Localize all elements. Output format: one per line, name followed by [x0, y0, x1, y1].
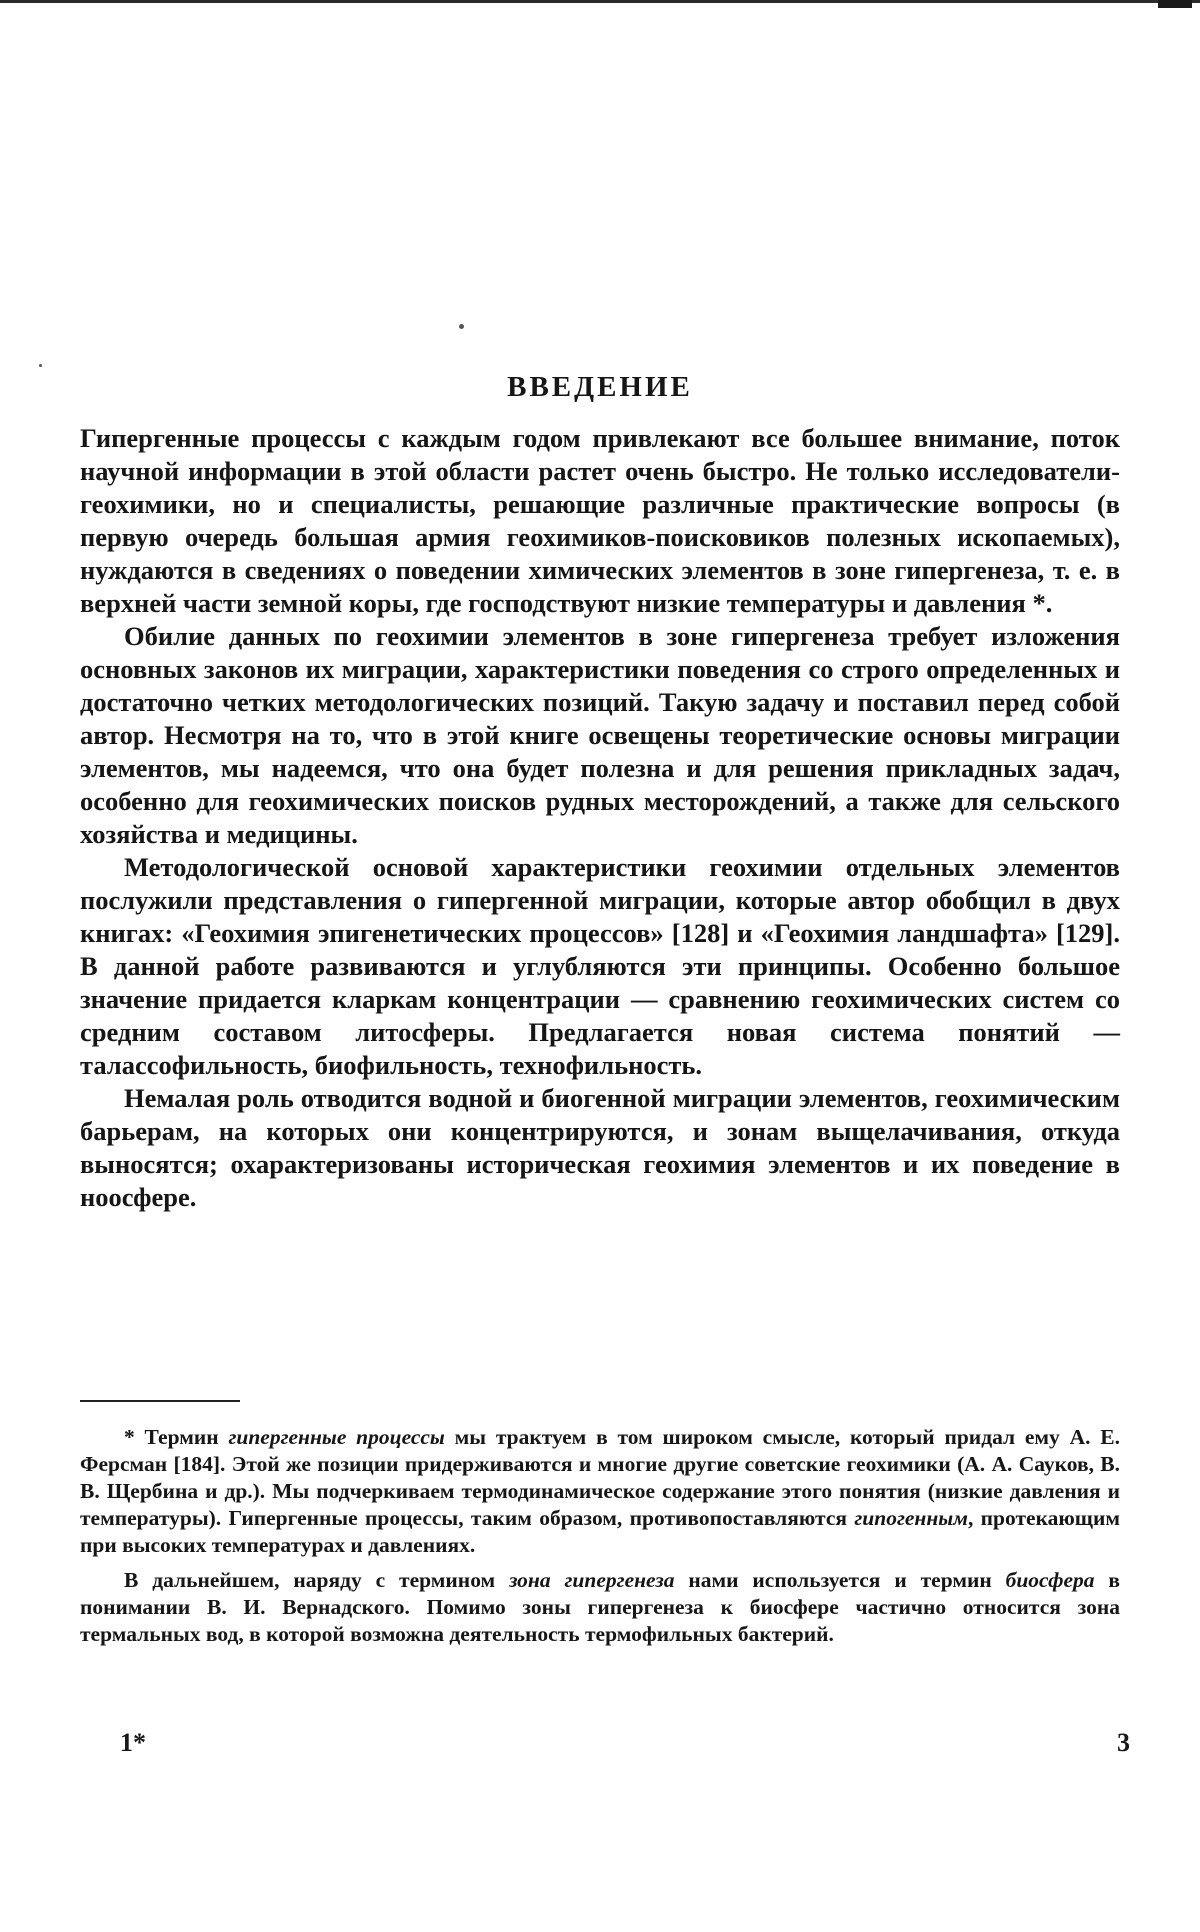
footnote-text: мы трактуем в том широком смысле, который придал ему А. Е. Ферсман [184]. Этой же позиции придерживаются и многие другие советские геохимики (А. А. Сауков, В. В. Щербина и др.). Мы подчеркиваем термодинамическое содержание этого понятия (низкие давления и температуры). Гипергенные процессы, таким образом, противопоставляются: [80, 1425, 1120, 1530]
footnote: [80, 1567, 1120, 1648]
page-title: ВВЕДЕНИЕ: [0, 371, 1200, 404]
signature-mark: 1*: [120, 1728, 146, 1758]
footnote-separator: [80, 1400, 240, 1402]
top-edge-rule: [0, 0, 1200, 3]
paragraph: Обилие данных по геохимии элементов в зоне гипергенеза требует изложения основных законов их миграции, характеристики поведения со строго определенных и достаточно четких методологических позиций. Такую задачу и поставил перед собой автор. Несмотря на то, что в этой книге освещены теоретические основы миграции элементов, мы надеемся, что она будет полезна и для решения прикладных задач, особенно для геохимических поисков рудных месторождений, а также для сельского хозяйства и медицины.: [80, 620, 1120, 851]
footnote-term: зона гипергенеза: [509, 1568, 674, 1592]
page-number: 3: [1117, 1728, 1130, 1758]
footnote-term: гипергенные процессы: [228, 1425, 444, 1449]
paragraph: Гипергенные процессы с каждым годом привлекают все большее внимание, поток научной информации в этой области растет очень быстро. Не только исследователи-геохимики, но и специалисты, решающие различные практические вопросы (в первую очередь большая армия геохимиков-поисковиков полезных ископаемых), нуждаются в сведениях о поведении химических элементов в зоне гипергенеза, т. е. в верхней части земной коры, где господствуют низкие температуры и давления *.: [80, 422, 1120, 620]
top-edge-mark: [1158, 0, 1192, 8]
footnote-text: , протекающим при высоких температурах и давлениях.: [80, 1506, 1120, 1557]
footnote-text: нами используется и термин: [674, 1568, 1005, 1592]
footnote: [80, 1424, 1120, 1559]
footnote-text: * Термин: [124, 1425, 228, 1449]
paragraph: Немалая роль отводится водной и биогенной миграции элементов, геохимическим барьерам, на которых они концентрируются, и зонам выщелачивания, откуда выносятся; охарактеризованы историческая геохимия элементов и их поведение в ноосфере.: [80, 1082, 1120, 1214]
footnote-term: биосфера: [1006, 1568, 1095, 1592]
main-text: [80, 422, 1120, 1214]
footnote-text: В дальнейшем, наряду с термином: [124, 1568, 509, 1592]
page-footer: [120, 1728, 1130, 1758]
speck: [39, 364, 42, 367]
footnotes: [80, 1424, 1120, 1656]
paragraph: Методологической основой характеристики геохимии отдельных элементов послужили представления о гипергенной миграции, которые автор обобщил в двух книгах: «Геохимия эпигенетических процессов» [128] и «Геохимия ландшафта» [129]. В данной работе развиваются и углубляются эти принципы. Особенно большое значение придается кларкам концентрации — сравнению геохимических систем со средним составом литосферы. Предлагается новая система понятий — талассофильность, биофильность, технофильность.: [80, 851, 1120, 1082]
footnote-term: гипогенным: [854, 1506, 968, 1530]
footnote-text: в понимании В. И. Вернадского. Помимо зоны гипергенеза к биосфере частично относится зона термальных вод, в которой возможна деятельность термофильных бактерий.: [80, 1568, 1120, 1646]
speck: [459, 324, 464, 329]
